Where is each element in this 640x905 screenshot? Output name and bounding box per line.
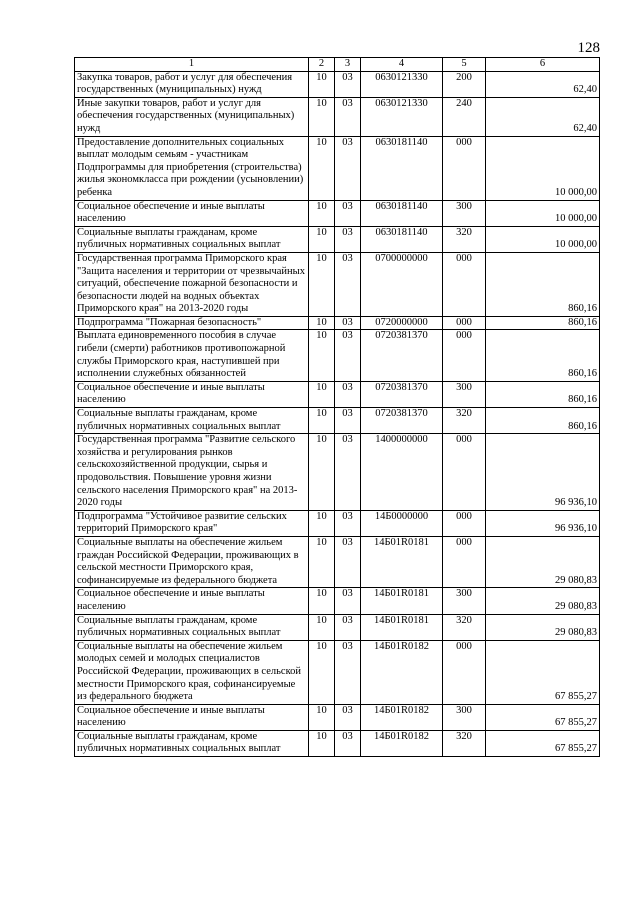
row-target-article-cell: 14Б01R0181 <box>361 588 443 614</box>
table-row <box>75 252 600 316</box>
table-row <box>75 136 600 200</box>
row-amount-cell: 62,40 <box>486 97 600 136</box>
row-expense-type-cell: 320 <box>443 226 486 252</box>
row-name-cell: Социальные выплаты гражданам, кроме публичных нормативных социальных выплат <box>75 614 309 640</box>
row-subsection-cell: 03 <box>335 97 361 136</box>
table-row <box>75 588 600 614</box>
table-row <box>75 330 600 381</box>
row-amount-cell: 10 000,00 <box>486 136 600 200</box>
header-row <box>75 58 600 72</box>
row-expense-type-cell: 240 <box>443 97 486 136</box>
table-row <box>75 536 600 587</box>
page-number: 128 <box>577 40 600 56</box>
row-subsection-cell: 03 <box>335 588 361 614</box>
row-name-cell: Социальное обеспечение и иные выплаты населению <box>75 588 309 614</box>
row-amount-cell: 860,16 <box>486 408 600 434</box>
row-expense-type-cell: 300 <box>443 381 486 407</box>
row-subsection-cell: 03 <box>335 226 361 252</box>
row-expense-type-cell: 320 <box>443 730 486 756</box>
row-name-cell: Социальные выплаты гражданам, кроме публичных нормативных социальных выплат <box>75 408 309 434</box>
row-amount-cell: 62,40 <box>486 71 600 97</box>
row-subsection-cell: 03 <box>335 252 361 316</box>
row-target-article-cell: 0630181140 <box>361 136 443 200</box>
row-section-cell: 10 <box>309 71 335 97</box>
row-target-article-cell: 0700000000 <box>361 252 443 316</box>
row-amount-cell: 860,16 <box>486 316 600 330</box>
header-col-5: 5 <box>443 58 486 72</box>
row-name-cell: Государственная программа Приморского края "Защита населения и территории от чрезвычайных ситуаций, обеспечение пожарной безопасности и безопасности людей на водных объектах Приморского края" на 2013-2020 годы <box>75 252 309 316</box>
row-subsection-cell: 03 <box>335 200 361 226</box>
row-amount-cell: 860,16 <box>486 252 600 316</box>
row-subsection-cell: 03 <box>335 71 361 97</box>
row-expense-type-cell: 000 <box>443 252 486 316</box>
row-section-cell: 10 <box>309 536 335 587</box>
row-expense-type-cell: 000 <box>443 510 486 536</box>
row-target-article-cell: 14Б01R0181 <box>361 536 443 587</box>
row-amount-cell: 860,16 <box>486 330 600 381</box>
row-subsection-cell: 03 <box>335 330 361 381</box>
row-expense-type-cell: 200 <box>443 71 486 97</box>
table-body <box>75 71 600 756</box>
row-section-cell: 10 <box>309 330 335 381</box>
row-expense-type-cell: 320 <box>443 614 486 640</box>
row-target-article-cell: 0630181140 <box>361 200 443 226</box>
row-target-article-cell: 14Б01R0181 <box>361 614 443 640</box>
row-amount-cell: 67 855,27 <box>486 704 600 730</box>
row-name-cell: Социальные выплаты гражданам, кроме публичных нормативных социальных выплат <box>75 226 309 252</box>
table-row <box>75 510 600 536</box>
row-target-article-cell: 14Б01R0182 <box>361 640 443 704</box>
row-name-cell: Государственная программа "Развитие сельского хозяйства и регулирования рынков сельскохозяйственной продукции, сырья и продовольствия. Повышение уровня жизни сельского населения Приморского края" на 2013-2020 годы <box>75 434 309 511</box>
row-expense-type-cell: 320 <box>443 408 486 434</box>
row-section-cell: 10 <box>309 97 335 136</box>
row-name-cell: Социальные выплаты на обеспечение жильем граждан Российской Федерации, проживающих в сельской местности Приморского края, софинансируемые из федерального бюджета <box>75 536 309 587</box>
row-subsection-cell: 03 <box>335 510 361 536</box>
row-section-cell: 10 <box>309 704 335 730</box>
row-subsection-cell: 03 <box>335 536 361 587</box>
row-target-article-cell: 0720381370 <box>361 408 443 434</box>
row-subsection-cell: 03 <box>335 434 361 511</box>
row-subsection-cell: 03 <box>335 730 361 756</box>
row-expense-type-cell: 000 <box>443 316 486 330</box>
row-subsection-cell: 03 <box>335 381 361 407</box>
header-col-1: 1 <box>75 58 309 72</box>
header-col-3: 3 <box>335 58 361 72</box>
row-subsection-cell: 03 <box>335 408 361 434</box>
row-target-article-cell: 14Б01R0182 <box>361 730 443 756</box>
row-expense-type-cell: 300 <box>443 704 486 730</box>
row-name-cell: Иные закупки товаров, работ и услуг для обеспечения государственных (муниципальных) нужд <box>75 97 309 136</box>
row-target-article-cell: 0630121330 <box>361 97 443 136</box>
table-row <box>75 97 600 136</box>
table-row <box>75 640 600 704</box>
table-row <box>75 200 600 226</box>
row-amount-cell: 96 936,10 <box>486 434 600 511</box>
row-section-cell: 10 <box>309 730 335 756</box>
table-row <box>75 434 600 511</box>
row-name-cell: Социальные выплаты на обеспечение жильем молодых семей и молодых специалистов Российской Федерации, проживающих в сельской местности Приморского края, софинансируемые из федерального бюджета <box>75 640 309 704</box>
row-name-cell: Социальное обеспечение и иные выплаты населению <box>75 704 309 730</box>
row-target-article-cell: 0720000000 <box>361 316 443 330</box>
row-amount-cell: 10 000,00 <box>486 200 600 226</box>
table-header <box>75 58 600 72</box>
row-name-cell: Подпрограмма "Устойчивое развитие сельских территорий Приморского края" <box>75 510 309 536</box>
row-name-cell: Предоставление дополнительных социальных выплат молодым семьям - участникам Подпрограммы для приобретения (строительства) жилья экономкласса при рождении (усыновлении) ребенка <box>75 136 309 200</box>
row-name-cell: Выплата единовременного пособия в случае гибели (смерти) работников противопожарной службы Приморского края, наступившей при исполнении служебных обязанностей <box>75 330 309 381</box>
row-section-cell: 10 <box>309 226 335 252</box>
row-expense-type-cell: 000 <box>443 136 486 200</box>
table-row <box>75 316 600 330</box>
row-amount-cell: 10 000,00 <box>486 226 600 252</box>
row-target-article-cell: 0720381370 <box>361 330 443 381</box>
row-section-cell: 10 <box>309 434 335 511</box>
row-name-cell: Социальные выплаты гражданам, кроме публичных нормативных социальных выплат <box>75 730 309 756</box>
row-target-article-cell: 14Б01R0182 <box>361 704 443 730</box>
row-target-article-cell: 0720381370 <box>361 381 443 407</box>
row-subsection-cell: 03 <box>335 704 361 730</box>
row-expense-type-cell: 000 <box>443 434 486 511</box>
row-section-cell: 10 <box>309 316 335 330</box>
table-row <box>75 614 600 640</box>
row-expense-type-cell: 000 <box>443 640 486 704</box>
row-amount-cell: 29 080,83 <box>486 536 600 587</box>
row-amount-cell: 67 855,27 <box>486 730 600 756</box>
table-row <box>75 730 600 756</box>
table-row <box>75 71 600 97</box>
row-section-cell: 10 <box>309 252 335 316</box>
table-row <box>75 704 600 730</box>
row-expense-type-cell: 000 <box>443 536 486 587</box>
row-expense-type-cell: 300 <box>443 588 486 614</box>
row-subsection-cell: 03 <box>335 136 361 200</box>
row-amount-cell: 29 080,83 <box>486 614 600 640</box>
row-section-cell: 10 <box>309 408 335 434</box>
row-expense-type-cell: 300 <box>443 200 486 226</box>
row-name-cell: Социальное обеспечение и иные выплаты населению <box>75 200 309 226</box>
row-expense-type-cell: 000 <box>443 330 486 381</box>
table-row <box>75 226 600 252</box>
row-section-cell: 10 <box>309 588 335 614</box>
row-subsection-cell: 03 <box>335 614 361 640</box>
row-section-cell: 10 <box>309 381 335 407</box>
row-section-cell: 10 <box>309 614 335 640</box>
row-amount-cell: 29 080,83 <box>486 588 600 614</box>
row-target-article-cell: 1400000000 <box>361 434 443 511</box>
row-target-article-cell: 14Б0000000 <box>361 510 443 536</box>
header-col-4: 4 <box>361 58 443 72</box>
row-name-cell: Подпрограмма "Пожарная безопасность" <box>75 316 309 330</box>
row-section-cell: 10 <box>309 200 335 226</box>
row-amount-cell: 67 855,27 <box>486 640 600 704</box>
budget-table <box>74 57 600 757</box>
header-col-6: 6 <box>486 58 600 72</box>
row-subsection-cell: 03 <box>335 316 361 330</box>
row-amount-cell: 860,16 <box>486 381 600 407</box>
row-target-article-cell: 0630181140 <box>361 226 443 252</box>
row-target-article-cell: 0630121330 <box>361 71 443 97</box>
row-subsection-cell: 03 <box>335 640 361 704</box>
row-section-cell: 10 <box>309 640 335 704</box>
row-section-cell: 10 <box>309 136 335 200</box>
header-col-2: 2 <box>309 58 335 72</box>
table-row <box>75 408 600 434</box>
row-name-cell: Социальное обеспечение и иные выплаты населению <box>75 381 309 407</box>
table-row <box>75 381 600 407</box>
row-name-cell: Закупка товаров, работ и услуг для обеспечения государственных (муниципальных) нужд <box>75 71 309 97</box>
row-section-cell: 10 <box>309 510 335 536</box>
row-amount-cell: 96 936,10 <box>486 510 600 536</box>
